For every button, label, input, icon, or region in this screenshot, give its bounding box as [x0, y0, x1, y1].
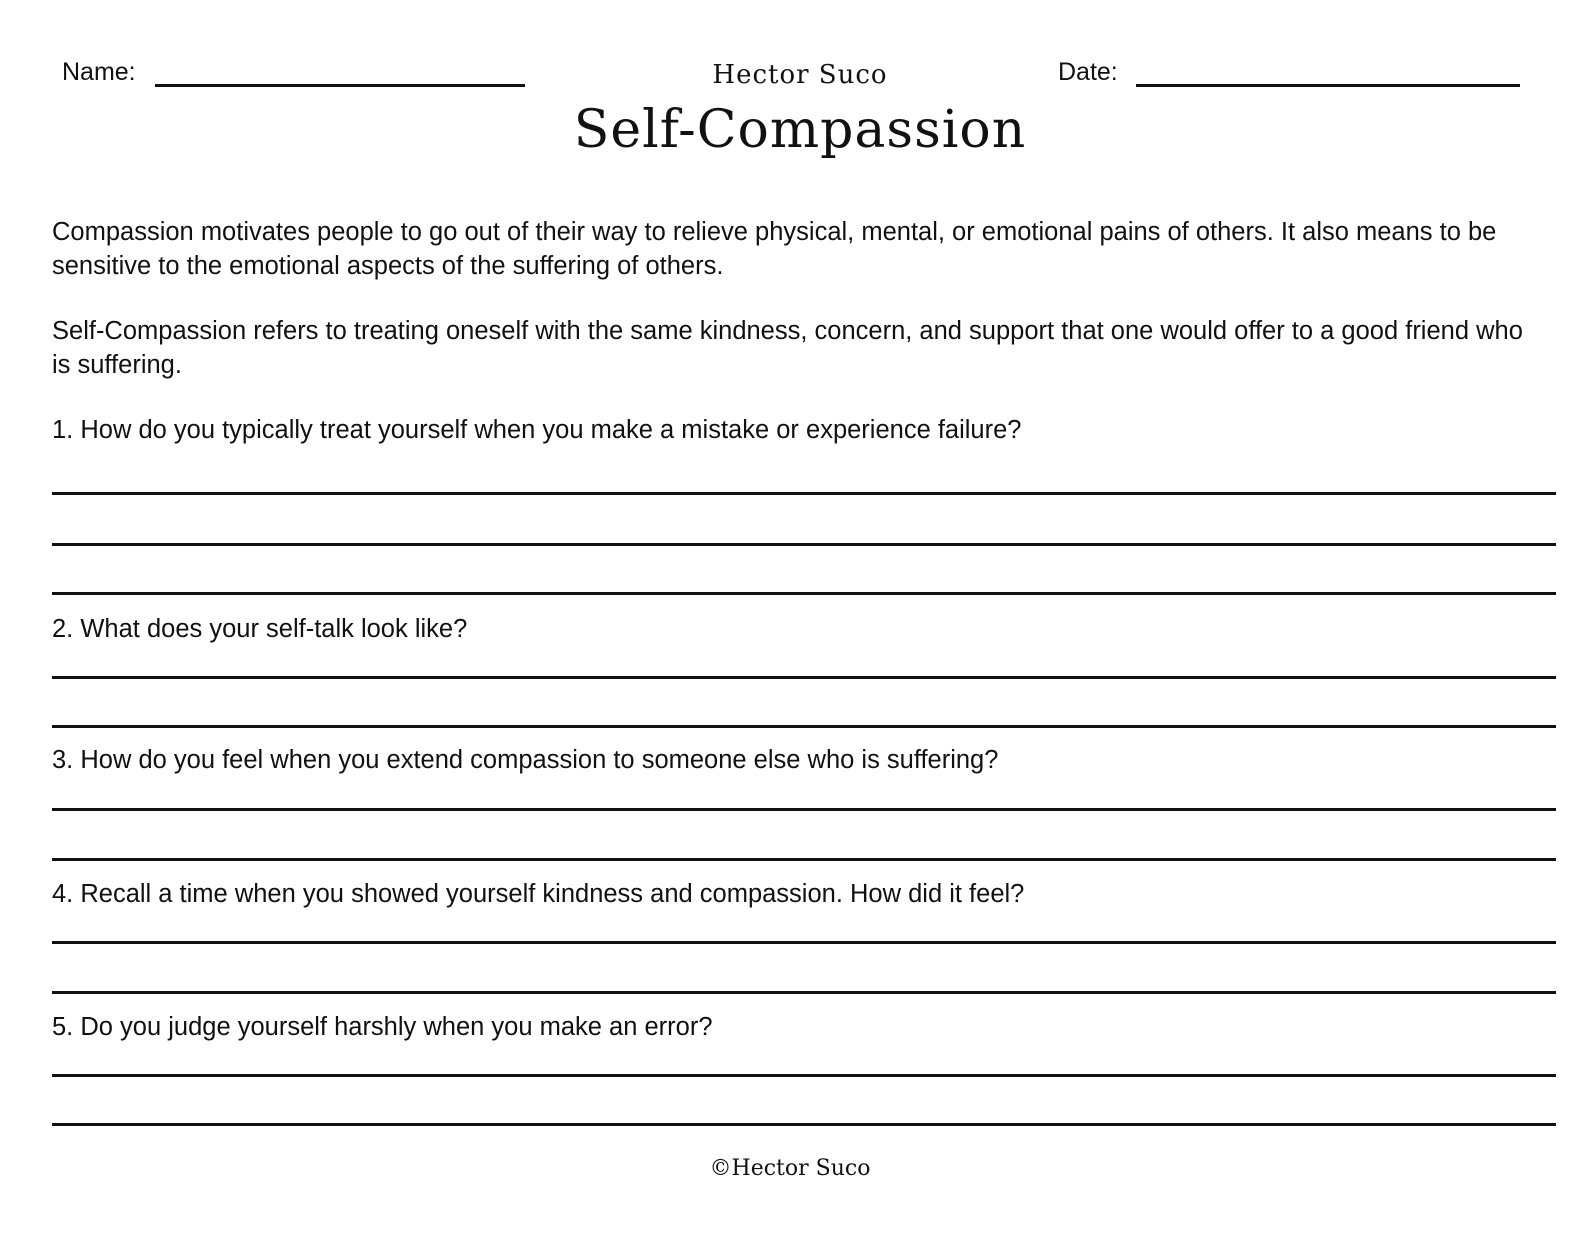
intro-paragraph-self-compassion: Self-Compassion refers to treating oneself with the same kindness, concern, and support that one would offer to a good friend who is suffering.	[52, 317, 1523, 379]
answer-line-q3-2[interactable]	[52, 858, 1556, 861]
copyright-footer: ©Hector Suco	[709, 1156, 871, 1181]
question-5: 5. Do you judge yourself harshly when you make an error?	[52, 1013, 713, 1041]
question-4: 4. Recall a time when you showed yourself kindness and compassion. How did it feel?	[52, 880, 1025, 908]
answer-line-q1-3[interactable]	[52, 592, 1556, 595]
answer-line-q2-2[interactable]	[52, 725, 1556, 728]
page-title: Self-Compassion	[573, 100, 1027, 160]
answer-line-q5-2[interactable]	[52, 1123, 1556, 1126]
date-label: Date:	[1058, 58, 1118, 86]
date-field-line[interactable]	[1136, 84, 1520, 87]
answer-line-q4-1[interactable]	[52, 941, 1556, 944]
name-field-line[interactable]	[155, 84, 525, 87]
answer-line-q3-1[interactable]	[52, 808, 1556, 811]
question-1: 1. How do you typically treat yourself when you make a mistake or experience failure?	[52, 416, 1022, 444]
answer-line-q1-1[interactable]	[52, 492, 1556, 495]
answer-line-q4-2[interactable]	[52, 991, 1556, 994]
answer-line-q1-2[interactable]	[52, 543, 1556, 546]
question-3: 3. How do you feel when you extend compassion to someone else who is suffering?	[52, 746, 999, 774]
intro-paragraph-compassion: Compassion motivates people to go out of their way to relieve physical, mental, or emotional pains of others. It also means to be sensitive to the emotional aspects of the suffering of others.	[52, 218, 1497, 280]
question-2: 2. What does your self-talk look like?	[52, 615, 468, 643]
author-name: Hector Suco	[712, 60, 888, 90]
answer-line-q2-1[interactable]	[52, 676, 1556, 679]
name-label: Name:	[62, 58, 136, 86]
answer-line-q5-1[interactable]	[52, 1074, 1556, 1077]
